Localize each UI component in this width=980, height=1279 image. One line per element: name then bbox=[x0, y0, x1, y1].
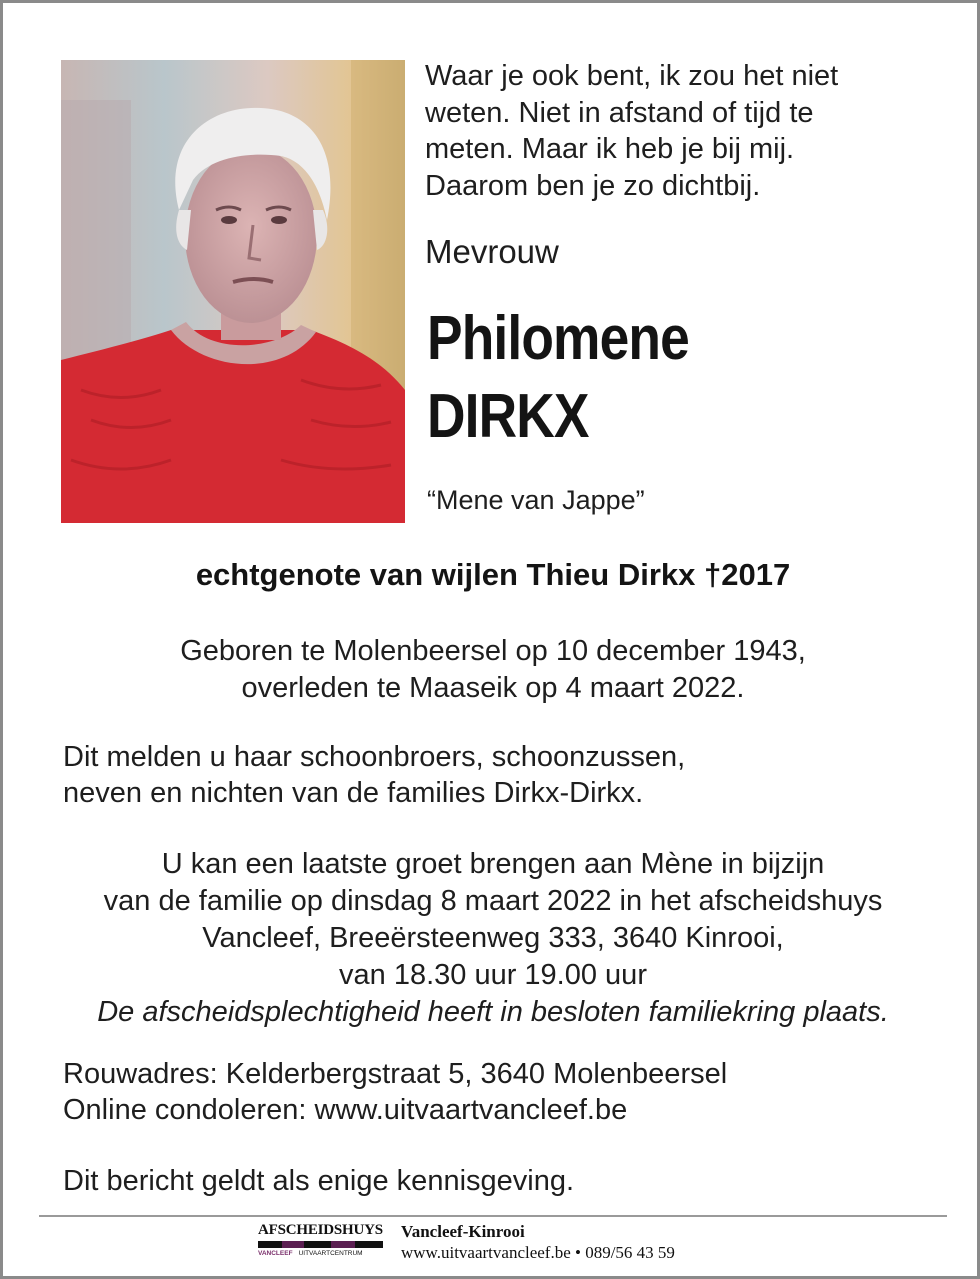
poem-line: meten. Maar ik heb je bij mij. bbox=[425, 133, 795, 165]
birth-line: Geboren te Molenbeersel op 10 december 1943, bbox=[180, 635, 806, 667]
logo-subtitle bbox=[258, 1250, 383, 1257]
footer-info bbox=[401, 1221, 675, 1263]
visitation-line: van de familie op dinsdag 8 maart 2022 in het afscheidshuys bbox=[103, 885, 883, 917]
portrait-photo bbox=[61, 60, 405, 523]
portrait-illustration bbox=[61, 60, 405, 523]
logo-color-bar bbox=[258, 1241, 383, 1248]
honorific: Mevrouw bbox=[425, 233, 559, 270]
logo-tagline: UITVAARTCENTRUM bbox=[298, 1250, 363, 1257]
poem-line: Waar je ook bent, ik zou het niet bbox=[425, 60, 839, 92]
visitation-line: U kan een laatste groet brengen aan Mène in bijzijn bbox=[161, 848, 825, 880]
closing-notice: Dit bericht geldt als enige kennisgeving. bbox=[63, 1165, 575, 1197]
announcement-block bbox=[63, 739, 943, 811]
footer-divider bbox=[39, 1215, 947, 1217]
announcement-line: neven en nichten van de families Dirkx-Dirkx. bbox=[63, 777, 644, 809]
spouse-line: echtgenote van wijlen Thieu Dirkx †2017 bbox=[195, 557, 791, 592]
logo-title: AFSCHEIDSHUYS bbox=[258, 1222, 383, 1238]
ceremony-note: De afscheidsplechtigheid heeft in besloten familiekring plaats. bbox=[97, 996, 889, 1028]
footer-company: Vancleef-Kinrooi bbox=[401, 1222, 525, 1241]
death-line: overleden te Maaseik op 4 maart 2022. bbox=[241, 672, 745, 704]
funeral-home-logo bbox=[258, 1222, 383, 1262]
visitation-line: van 18.30 uur 19.00 uur bbox=[339, 959, 647, 991]
birth-death-block bbox=[3, 633, 980, 707]
last-name: DIRKX bbox=[427, 382, 589, 451]
poem bbox=[425, 58, 945, 204]
visitation-block bbox=[3, 846, 980, 1031]
online-condolence-link[interactable]: Online condoleren: www.uitvaartvancleef.be bbox=[63, 1094, 628, 1126]
nickname: “Mene van Jappe” bbox=[427, 485, 645, 515]
visitation-line: Vancleef, Breeërsteenweg 333, 3640 Kinrooi, bbox=[202, 922, 784, 954]
announcement-line: Dit melden u haar schoonbroers, schoonzussen, bbox=[63, 741, 686, 773]
contact-block bbox=[63, 1056, 943, 1128]
first-name: Philomene bbox=[427, 304, 689, 373]
logo-brand: VANCLEEF bbox=[258, 1250, 293, 1257]
footer-website-phone[interactable]: www.uitvaartvancleef.be • 089/56 43 59 bbox=[401, 1243, 675, 1262]
poem-line: weten. Niet in afstand of tijd te bbox=[425, 96, 814, 129]
poem-line: Daarom ben je zo dichtbij. bbox=[425, 169, 761, 202]
mourning-address: Rouwadres: Kelderbergstraat 5, 3640 Molenbeersel bbox=[63, 1058, 728, 1090]
